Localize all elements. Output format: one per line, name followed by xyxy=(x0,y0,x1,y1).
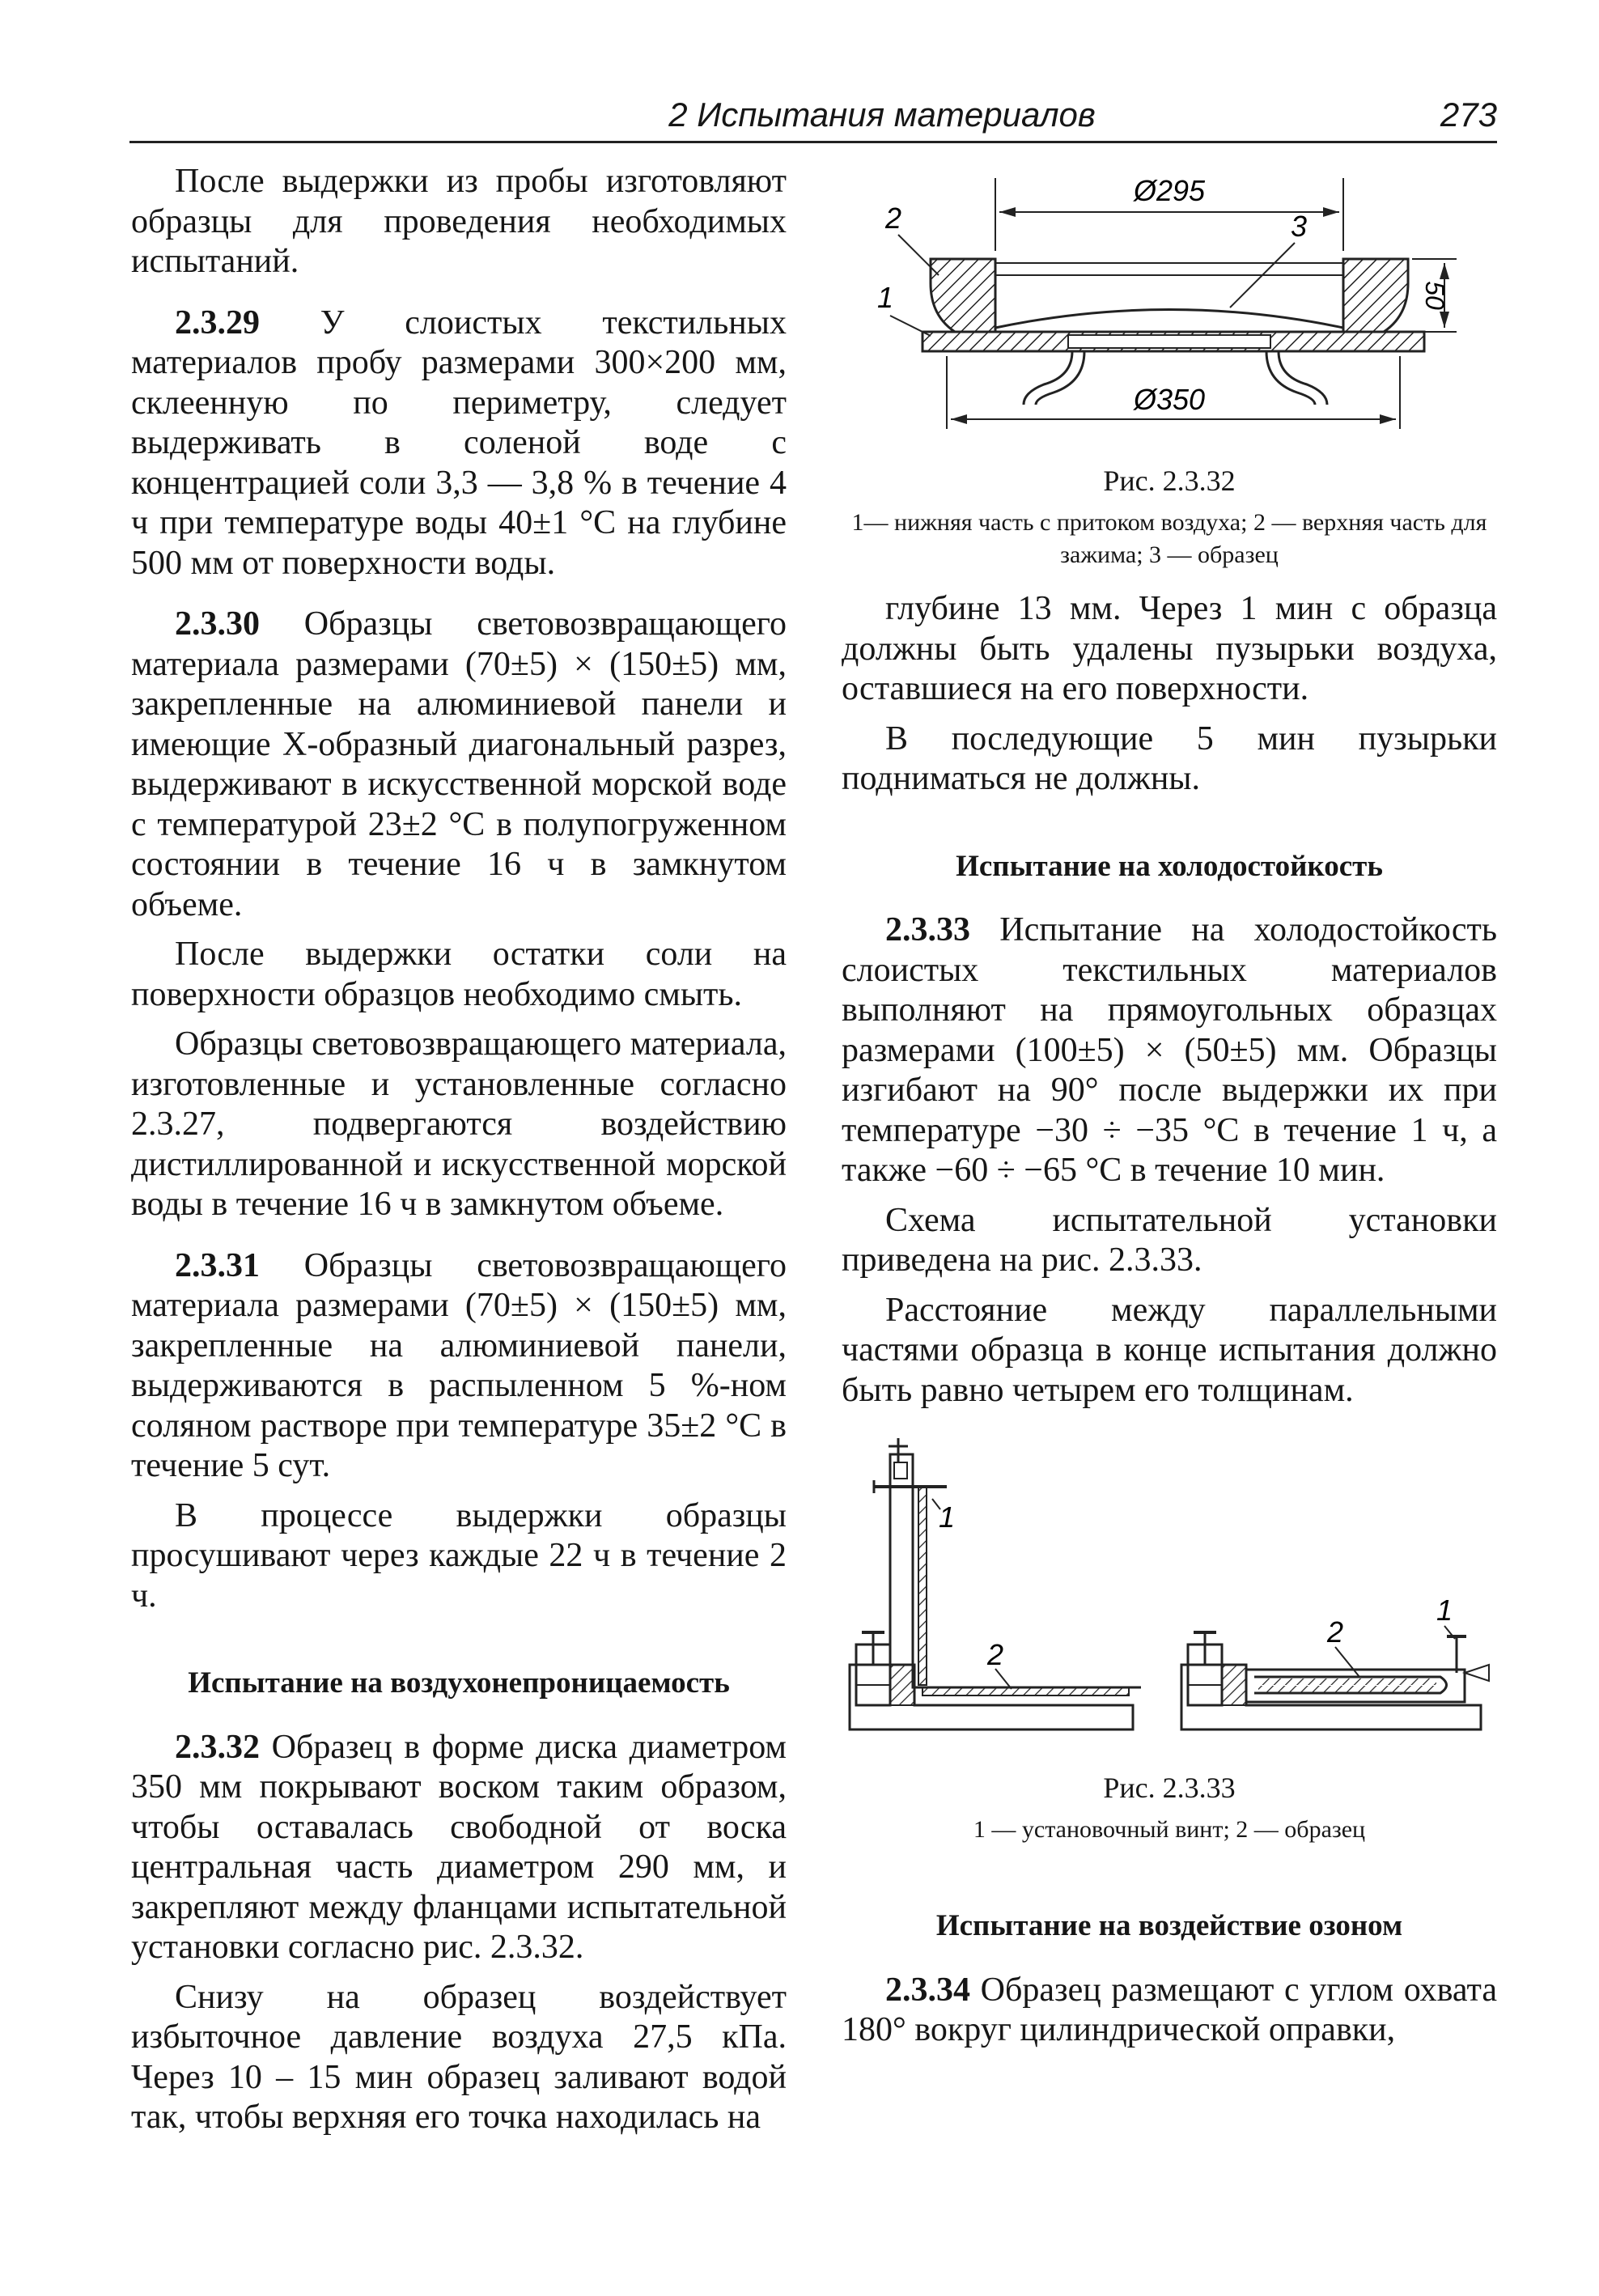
left-sample-vertical xyxy=(918,1487,927,1685)
section-number: 2.3.33 xyxy=(885,911,970,949)
section-text: Образец размещают с углом охвата 180° вокруг цилиндрической оправки, xyxy=(842,1971,1497,2048)
paragraph-pressure: Снизу на образец воздействует избыточное давление воздуха 27,5 кПа. Через 10 – 15 мин образец заливают водой так, чтобы верхняя его точка находилась на xyxy=(131,1978,787,2136)
flange-diagram xyxy=(842,162,1497,453)
section-text: Испытание на холодостойкость слоистых текстильных материалов выполняют на прямоугольных образцах размерами (100±5) × (50±5) мм. Образцы изгибают на 90° после выдержки их при температуре −30 ÷ −35 °С в течение 1 ч, а также −60 ÷ −65 °С в течение 10 мин. xyxy=(842,911,1497,1189)
right-sample-lower xyxy=(1258,1686,1436,1692)
figure-2-3-33 xyxy=(842,1430,1497,1846)
bending-rig-diagram xyxy=(842,1430,1497,1746)
section-text: Образцы световозвращающего материала размерами (70±5) × (150±5) мм, закрепленные на алюминиевой панели, выдерживаются в распыленном 5 %-ном соляном растворе при температуре 35±2 °С в течение 5 сут. xyxy=(131,1246,787,1484)
section-number: 2.3.30 xyxy=(175,605,260,643)
heading-air-tightness: Испытание на воздухонепроницаемость xyxy=(188,1666,730,1700)
section-text: Образец в форме диска диаметром 350 мм покрывают воском таким образом, чтобы оставалась свободной от воска центральная часть диаметром 290 мм, и закрепляют между фланцами испытательной установки согласно рис. 2.3.32. xyxy=(131,1728,787,1966)
running-title: 2 Испытания материалов xyxy=(668,95,1096,134)
figure-2-3-32-legend: 1— нижняя часть с притоком воздуха; 2 — верхняя часть для зажима; 3 — образец xyxy=(851,509,1487,568)
section-2-3-34 xyxy=(842,1971,1497,2051)
paragraph-drying: В процессе выдержки образцы просушивают через каждые 22 ч в течение 2 ч. xyxy=(131,1496,787,1615)
figure-2-3-32 xyxy=(842,162,1497,571)
figure-2-3-33-title: Рис. 2.3.33 xyxy=(1103,1772,1236,1804)
section-text: У слоистых текстильных материалов пробу размерами 300×200 мм, склеенную по периметру, следует выдерживать в соленой воде с концентрацией соли 3,3 — 3,8 % в течение 4 ч при температуре воды 40±1 °С на глубине 500 мм от поверхности воды. xyxy=(131,303,787,582)
right-label-2: 2 xyxy=(1327,1615,1344,1649)
paragraph-prepared-samples: Образцы световозвращающего материала, изготовленные и установленные согласно 2.3.27, подвергаются воздействию дистиллированной и искусственной морской воды в течение 16 ч в замкнутом объеме. xyxy=(131,1025,787,1223)
sample-disc xyxy=(995,310,1343,329)
section-2-3-33 xyxy=(842,910,1497,1191)
heading-ozone: Испытание на воздействие озоном xyxy=(935,1909,1403,1942)
paragraph-depth-continuation: глубине 13 мм. Через 1 мин с образца должны быть удалены пузырьки воздуха, оставшиеся на его поверхности. xyxy=(842,590,1497,707)
dim-diameter-350: Ø350 xyxy=(1133,383,1206,416)
label-2: 2 xyxy=(885,202,902,235)
left-column xyxy=(131,162,787,2148)
paragraph-salt-removal: После выдержки остатки соли на поверхности образцов необходимо смыть. xyxy=(131,936,787,1013)
dim-height-50: 50 xyxy=(1420,281,1449,310)
page-number: 273 xyxy=(1440,95,1497,134)
right-sample-upper xyxy=(1258,1678,1436,1685)
section-number: 2.3.31 xyxy=(175,1246,260,1284)
upper-flange-right xyxy=(1343,259,1408,332)
section-2-3-30 xyxy=(131,605,787,925)
left-label-2: 2 xyxy=(987,1638,1004,1671)
section-text: Образцы световозвращающего материала размерами (70±5) × (150±5) мм, закрепленные на алюминиевой панели и имеющие Х-образный диагональный разрез, выдерживают в искусственной морской воде с температурой 23±2 °С в полупогруженном состоянии в течение 16 ч в замкнутом объеме. xyxy=(131,605,787,923)
section-number: 2.3.34 xyxy=(885,1971,970,2009)
label-1: 1 xyxy=(877,281,894,314)
paragraph-after-exposure: После выдержки из пробы изготовляют образцы для проведения необходимых испытаний. xyxy=(131,163,787,280)
section-number: 2.3.32 xyxy=(175,1728,260,1766)
paragraph-distance: Расстояние между параллельными частями образца в конце испытания должно быть равно четырем его толщинам. xyxy=(842,1291,1497,1409)
left-label-1: 1 xyxy=(939,1500,956,1534)
label-3: 3 xyxy=(1291,210,1308,243)
figure-2-3-33-legend: 1 — установочный винт; 2 — образец xyxy=(973,1816,1366,1843)
left-sample-horizontal xyxy=(922,1687,1129,1695)
section-2-3-29 xyxy=(131,303,787,584)
heading-cold-resistance: Испытание на холодостойкость xyxy=(956,849,1383,883)
page-header xyxy=(129,95,1497,143)
upper-flange-left xyxy=(931,259,995,332)
right-column xyxy=(842,162,1497,2060)
figure-2-3-32-title: Рис. 2.3.32 xyxy=(1103,465,1236,497)
section-2-3-32 xyxy=(131,1728,787,1968)
right-label-1: 1 xyxy=(1436,1594,1453,1627)
section-2-3-31 xyxy=(131,1246,787,1487)
paragraph-bubbles: В последующие 5 мин пузырьки подниматься не должны. xyxy=(842,719,1497,797)
section-number: 2.3.29 xyxy=(175,303,260,342)
dim-diameter-295: Ø295 xyxy=(1133,174,1206,207)
paragraph-scheme: Схема испытательной установки приведена на рис. 2.3.33. xyxy=(842,1201,1497,1279)
